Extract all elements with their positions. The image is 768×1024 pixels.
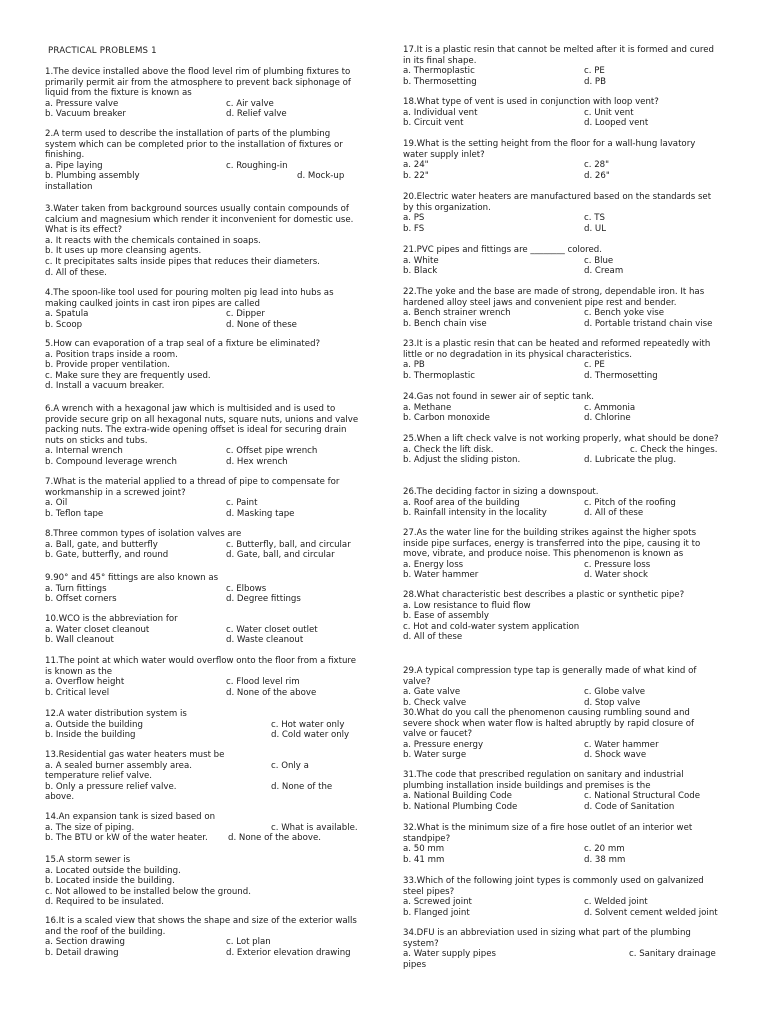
choice-row (45, 381, 363, 392)
choice-right: c. What is available. (271, 822, 358, 833)
choice-right: c. 28" (584, 160, 610, 171)
question-stem: 17.It is a plastic resin that cannot be melted after it is formed and cured in its final shape. (403, 45, 714, 66)
choice-left: a. PB (403, 360, 425, 371)
choice-left: b. Detail drawing (45, 947, 119, 958)
choice-right: d. None of the above (226, 687, 317, 698)
question-31 (403, 770, 719, 812)
question-6 (45, 404, 363, 468)
choice-row (403, 413, 719, 424)
choice-left: a. Methane (403, 402, 452, 413)
question-5 (45, 339, 363, 392)
choice-right: d. Masking tape (226, 508, 295, 519)
choice-right: c. Blue (584, 255, 614, 266)
choice-row (45, 550, 363, 561)
question-stem: 25.When a lift check valve is not working properly, what should be done? (403, 434, 719, 444)
choice-right: c. Lot plan (226, 937, 271, 948)
choice-row (45, 948, 363, 959)
choice-right: c. Paint (226, 498, 258, 509)
question-17 (403, 45, 719, 87)
choice-left: b. Bench chain vise (403, 318, 487, 329)
choice-row (403, 791, 719, 802)
choice-right: d. None of the above. (228, 833, 322, 844)
choice-right: c. Pressure loss (584, 559, 651, 570)
choice-right: c. Air valve (226, 98, 274, 109)
question-stem: 23.It is a plastic resin that can be heated and reformed repeatedly with little or no degradation in its physical characteristics. (403, 339, 711, 360)
choice-left: b. Thermoplastic (403, 370, 475, 381)
choice-right: d. 38 mm (584, 854, 626, 865)
choice-left: b. Plumbing assembly (45, 171, 140, 182)
choice-left: a. Gate valve (403, 687, 461, 698)
question-15 (45, 855, 363, 908)
choice-row (45, 771, 363, 782)
choice-left: a. Low resistance to fluid flow (403, 600, 531, 611)
choice-row (403, 632, 719, 643)
choice-row (45, 161, 363, 172)
choice-row (45, 509, 363, 520)
choice-row (45, 720, 363, 731)
choice-left: b. Carbon monoxide (403, 413, 490, 424)
choice-row (403, 77, 719, 88)
choice-row (45, 457, 363, 468)
choice-left: b. Located inside the building. (45, 876, 175, 887)
choice-row (45, 584, 363, 595)
choice-row (45, 350, 363, 361)
choice-left: b. Thermosetting (403, 76, 477, 87)
choice-row (45, 268, 363, 279)
choice-row (45, 360, 363, 371)
question-stem: 20.Electric water heaters are manufactured based on the standards set by this organization. (403, 192, 712, 213)
choice-row (403, 897, 719, 908)
choice-left: a. Water closet cleanout (45, 624, 150, 635)
choice-row (45, 833, 363, 844)
choice-left: a. The size of piping. (45, 822, 135, 833)
choice-right: d. Mock-up (297, 171, 345, 182)
question-stem: 10.WCO is the abbreviation for (45, 614, 178, 624)
choice-row (403, 266, 719, 277)
question-stem: 1.The device installed above the flood level rim of plumbing fixtures to primarily permit air from the atmosphere to prevent back siphonage of liquid from the fixture is known as (45, 67, 351, 99)
choice-left: c. Make sure they are frequently used. (45, 370, 211, 381)
question-33 (403, 876, 719, 918)
choice-row (45, 761, 363, 772)
choice-left: a. Outside the building (45, 719, 143, 730)
choice-left: b. Black (403, 266, 438, 277)
choice-left: b. Check valve (403, 697, 467, 708)
question-stem: 34.DFU is an abbreviation used in sizing what part of the plumbing system? (403, 928, 691, 949)
choice-right: d. Cold water only (271, 730, 350, 741)
choice-row (45, 876, 363, 887)
choice-right: d. Gate, ball, and circular (226, 550, 335, 561)
question-21 (403, 245, 719, 277)
choice-row (45, 937, 363, 948)
choice-right: d. Code of Sanitation (584, 801, 675, 812)
question-stem: 13.Residential gas water heaters must be (45, 750, 225, 760)
choice-right: c. Pitch of the roofing (584, 497, 676, 508)
question-stem: 29.A typical compression type tap is generally made of what kind of valve? (403, 666, 697, 687)
choice-row (403, 360, 719, 371)
choice-left: b. Gate, butterfly, and round (45, 550, 169, 561)
choice-row (403, 371, 719, 382)
question-16 (45, 916, 363, 958)
choice-row (403, 570, 719, 581)
choice-left: b. The BTU or kW of the water heater. (45, 833, 208, 844)
choice-left: b. FS (403, 223, 425, 234)
question-24 (403, 392, 719, 424)
choice-row (45, 677, 363, 688)
choice-right: d. All of these (584, 508, 644, 519)
choice-row (403, 949, 719, 960)
choice-right: c. Bench yoke vise (584, 308, 664, 319)
choice-row (45, 625, 363, 636)
choice-left: b. Water hammer (403, 570, 479, 581)
choice-row (403, 403, 719, 414)
choice-right: c. PE (584, 66, 605, 77)
choice-row (403, 118, 719, 129)
question-29 (403, 666, 719, 708)
choice-row (45, 823, 363, 834)
choice-right: c. Roughing-in (226, 160, 288, 171)
choice-row (45, 257, 363, 268)
choice-row (45, 320, 363, 331)
choice-row (403, 508, 719, 519)
question-stem: 4.The spoon-like tool used for pouring molten pig lead into hubs as making caulked joints in cast iron pipes are called (45, 288, 334, 309)
choice-row (403, 611, 719, 622)
choice-left: a. National Building Code (403, 791, 512, 802)
choice-row (403, 455, 719, 466)
choice-left: b. National Plumbing Code (403, 801, 518, 812)
question-stem: 26.The deciding factor in sizing a downspout. (403, 487, 599, 497)
choice-left: b. 41 mm (403, 854, 445, 865)
choice-right: d. Degree fittings (226, 594, 301, 605)
choice-row (403, 698, 719, 709)
choice-right: d. Relief valve (226, 109, 287, 120)
choice-row (45, 236, 363, 247)
choice-row (45, 730, 363, 741)
choice-left: a. 24" (403, 160, 429, 171)
choice-left: a. Turn fittings (45, 583, 107, 594)
choice-left: b. Water surge (403, 750, 467, 761)
question-28 (403, 590, 719, 643)
choice-left: d. All of these. (45, 267, 107, 278)
choice-left: temperature relief valve. (45, 771, 153, 782)
question-stem: 12.A water distribution system is (45, 709, 187, 719)
choice-right: c. Offset pipe wrench (226, 446, 318, 457)
choice-left: c. Not allowed to be installed below the ground. (45, 886, 251, 897)
question-14 (45, 812, 363, 844)
choice-row (403, 908, 719, 919)
choice-right: d. None of the (271, 781, 333, 792)
choice-left: b. Inside the building (45, 730, 136, 741)
choice-row (403, 171, 719, 182)
choice-left: a. PS (403, 213, 425, 224)
question-stem: 3.Water taken from background sources usually contain compounds of calcium and magnesium which render it inconvenient for domestic use. What is its effect? (45, 204, 354, 236)
choice-row (403, 308, 719, 319)
question-stem: 22.The yoke and the base are made of strong, dependable iron. It has hardened alloy steel jaws and convenient pipe rest and bender. (403, 287, 705, 308)
choice-right: c. PE (584, 360, 605, 371)
choice-right: d. Stop valve (584, 697, 641, 708)
choice-left: installation (45, 181, 93, 192)
choice-row (403, 66, 719, 77)
choice-row (403, 213, 719, 224)
choice-left: a. Overflow height (45, 677, 125, 688)
question-8 (45, 529, 363, 561)
choice-left: a. Section drawing (45, 937, 125, 948)
choice-left: a. Spatula (45, 309, 89, 320)
choice-left: a. Pressure energy (403, 739, 484, 750)
choice-left: a. A sealed burner assembly area. (45, 760, 192, 771)
choice-row (403, 256, 719, 267)
choice-row (45, 540, 363, 551)
question-25 (403, 434, 719, 466)
choice-left: b. Ease of assembly (403, 611, 489, 622)
choice-right: d. Cream (584, 266, 624, 277)
question-stem: 8.Three common types of isolation valves are (45, 529, 242, 539)
question-22 (403, 287, 719, 329)
choice-row (45, 792, 363, 803)
question-4 (45, 288, 363, 330)
choice-row (403, 445, 719, 456)
choice-right: d. Water shock (584, 570, 648, 581)
choice-row (45, 782, 363, 793)
choice-right: c. Hot water only (271, 719, 345, 730)
question-7 (45, 477, 363, 519)
choice-row (403, 108, 719, 119)
question-stem: 28.What characteristic best describes a plastic or synthetic pipe? (403, 590, 685, 600)
question-32 (403, 823, 719, 865)
choice-row (403, 601, 719, 612)
choice-row (45, 897, 363, 908)
choice-right: c. Water closet outlet (226, 624, 318, 635)
choice-right: d. Shock wave (584, 750, 647, 761)
choice-row (403, 224, 719, 235)
choice-left: b. Flanged joint (403, 907, 470, 918)
choice-left: a. Internal wrench (45, 446, 123, 457)
choice-left: b. Only a pressure relief valve. (45, 781, 177, 792)
question-27 (403, 528, 719, 581)
question-stem: 19.What is the setting height from the floor for a wall-hung lavatory water supply inlet? (403, 139, 696, 160)
choice-row (403, 622, 719, 633)
question-stem: 9.90° and 45° fittings are also known as (45, 573, 219, 583)
choice-left: b. Critical level (45, 687, 110, 698)
choice-row (403, 740, 719, 751)
choice-right: d. Waste cleanout (226, 635, 304, 646)
choice-right: c. Ammonia (584, 402, 636, 413)
choice-row (45, 887, 363, 898)
question-stem: 18.What type of vent is used in conjunction with loop vent? (403, 97, 659, 107)
question-18 (403, 97, 719, 129)
choice-right: c. Dipper (226, 309, 265, 320)
choice-right: c. Unit vent (584, 107, 634, 118)
choice-row (403, 498, 719, 509)
choice-row (403, 855, 719, 866)
question-2 (45, 129, 363, 193)
choice-left: b. 22" (403, 170, 429, 181)
choice-left: a. 50 mm (403, 844, 445, 855)
choice-right: d. Lubricate the plug. (584, 455, 677, 466)
question-stem: 2.A term used to describe the installation of parts of the plumbing system which can be completed prior to the installation of fixtures or finishing. (45, 129, 343, 161)
choice-row (45, 635, 363, 646)
question-11 (45, 656, 363, 698)
choice-row (45, 688, 363, 699)
choice-left: b. Vacuum breaker (45, 109, 126, 120)
choice-left: b. Teflon tape (45, 508, 104, 519)
question-9 (45, 573, 363, 605)
choice-row (45, 866, 363, 877)
question-stem: 27.As the water line for the building strikes against the higher spots inside pipe surfaces, energy is transferred into the pipe, causing it to move, vibrate, and produce noise. This phenomenon is known as (403, 528, 701, 560)
question-stem: 7.What is the material applied to a thread of pipe to compensate for workmanship in a screwed joint? (45, 477, 340, 498)
choice-right: c. 20 mm (584, 844, 625, 855)
choice-row (403, 160, 719, 171)
question-23 (403, 339, 719, 381)
question-10 (45, 614, 363, 646)
choice-row (45, 182, 363, 193)
choice-left: c. It precipitates salts inside pipes that reduces their diameters. (45, 256, 320, 267)
choice-right: d. Hex wrench (226, 456, 288, 467)
choice-left: a. Screwed joint (403, 897, 472, 908)
choice-right: d. UL (584, 223, 606, 234)
choice-right: c. Check the hinges. (630, 444, 718, 455)
choice-left: a. Bench strainer wrench (403, 308, 511, 319)
choice-left: a. Check the lift disk. (403, 444, 494, 455)
choice-left: d. All of these (403, 632, 463, 643)
choice-left: a. Located outside the building. (45, 865, 181, 876)
question-stem: 21.PVC pipes and fittings are ________ colored. (403, 245, 602, 255)
choice-left: a. Thermoplastic (403, 66, 475, 77)
choice-right: d. Thermosetting (584, 370, 658, 381)
choice-left: a. Oil (45, 498, 68, 509)
choice-right: c. Butterfly, ball, and circular (226, 539, 351, 550)
choice-left: b. Adjust the sliding piston. (403, 455, 521, 466)
choice-row (45, 171, 363, 182)
choice-left: b. Offset corners (45, 594, 117, 605)
choice-right: d. Solvent cement welded joint (584, 907, 718, 918)
question-12 (45, 709, 363, 741)
question-34 (403, 928, 719, 970)
choice-row (403, 802, 719, 813)
choice-left: d. Install a vacuum breaker. (45, 381, 165, 392)
choice-row (403, 560, 719, 571)
choice-row (403, 319, 719, 330)
question-stem: 16.It is a scaled view that shows the shape and size of the exterior walls and the roof of the building. (45, 916, 357, 937)
question-stem: 15.A storm sewer is (45, 855, 131, 865)
choice-left: b. Rainfall intensity in the locality (403, 508, 547, 519)
choice-left: a. Roof area of the building (403, 497, 520, 508)
choice-row (403, 687, 719, 698)
question-stem: 6.A wrench with a hexagonal jaw which is multisided and is used to provide secure grip on all hexagonal nuts, square nuts, unions and valve packing nuts. The extra-wide opening offset is ideal for securing drain nuts on sticks and tubs. (45, 404, 359, 446)
question-26 (403, 487, 719, 519)
choice-right: c. Only a (271, 760, 309, 771)
choice-right: d. 26" (584, 170, 610, 181)
choice-left: a. It reacts with the chemicals contained in soaps. (45, 235, 261, 246)
choice-right: c. Water hammer (584, 739, 659, 750)
choice-right: d. Chlorine (584, 413, 631, 424)
question-19 (403, 139, 719, 181)
choice-left: b. It uses up more cleansing agents. (45, 246, 202, 257)
choice-left: b. Wall cleanout (45, 635, 114, 646)
choice-row (45, 99, 363, 110)
choice-left: a. Ball, gate, and butterfly (45, 539, 158, 550)
choice-right: c. Globe valve (584, 687, 646, 698)
question-stem: 14.An expansion tank is sized based on (45, 812, 216, 822)
choice-left: a. Position traps inside a room. (45, 349, 178, 360)
choice-row (45, 246, 363, 257)
choice-right: c. Sanitary drainage (629, 949, 716, 960)
choice-left: d. Required to be insulated. (45, 897, 164, 908)
choice-right: c. Welded joint (584, 897, 648, 908)
question-stem: 5.How can evaporation of a trap seal of a fixture be eliminated? (45, 339, 321, 349)
choice-right: d. Portable tristand chain vise (584, 318, 713, 329)
question-13 (45, 750, 363, 803)
question-stem: 32.What is the minimum size of a fire hose outlet of an interior wet standpipe? (403, 823, 693, 844)
choice-row (403, 960, 719, 971)
choice-right: d. Exterior elevation drawing (226, 947, 351, 958)
choice-row (45, 371, 363, 382)
choice-left: b. Compound leverage wrench (45, 456, 177, 467)
question-stem: 33.Which of the following joint types is commonly used on galvanized steel pipes? (403, 876, 704, 897)
question-3 (45, 204, 363, 278)
choice-left: a. Energy loss (403, 559, 464, 570)
choice-right: d. PB (584, 76, 606, 87)
choice-left: a. Pressure valve (45, 98, 119, 109)
question-stem: 30.What do you call the phenomenon causing rumbling sound and severe shock when water flow is halted abruptly by rapid closure of valve or faucet? (403, 708, 695, 740)
choice-left: a. White (403, 255, 439, 266)
question-30 (403, 708, 719, 761)
choice-left: a. Individual vent (403, 107, 478, 118)
choice-left: b. Circuit vent (403, 118, 464, 129)
choice-left: above. (45, 792, 75, 803)
choice-left: b. Provide proper ventilation. (45, 360, 170, 371)
choice-right: c. National Structural Code (584, 791, 700, 802)
question-1 (45, 67, 363, 120)
choice-row (45, 109, 363, 120)
choice-row (45, 594, 363, 605)
choice-left: b. Scoop (45, 319, 83, 330)
choice-right: c. TS (584, 213, 605, 224)
page-title: PRACTICAL PROBLEMS 1 (48, 46, 157, 56)
question-stem: 24.Gas not found in sewer air of septic tank. (403, 392, 595, 402)
choice-row (45, 309, 363, 320)
choice-left: c. Hot and cold-water system application (403, 621, 580, 632)
choice-left: a. Water supply pipes (403, 949, 496, 960)
question-20 (403, 192, 719, 234)
question-stem: 31.The code that prescribed regulation on sanitary and industrial plumbing installation inside buildings and premises is the (403, 770, 684, 791)
choice-row (45, 446, 363, 457)
choice-left: a. Pipe laying (45, 160, 103, 171)
choice-right: d. None of these (226, 319, 297, 330)
choice-row (403, 750, 719, 761)
choice-right: c. Elbows (226, 583, 267, 594)
choice-right: d. Looped vent (584, 118, 649, 129)
choice-row (45, 498, 363, 509)
question-stem: 11.The point at which water would overflow onto the floor from a fixture is known as the (45, 656, 357, 677)
choice-right: c. Flood level rim (226, 677, 300, 688)
choice-row (403, 844, 719, 855)
choice-left: pipes (403, 959, 427, 970)
